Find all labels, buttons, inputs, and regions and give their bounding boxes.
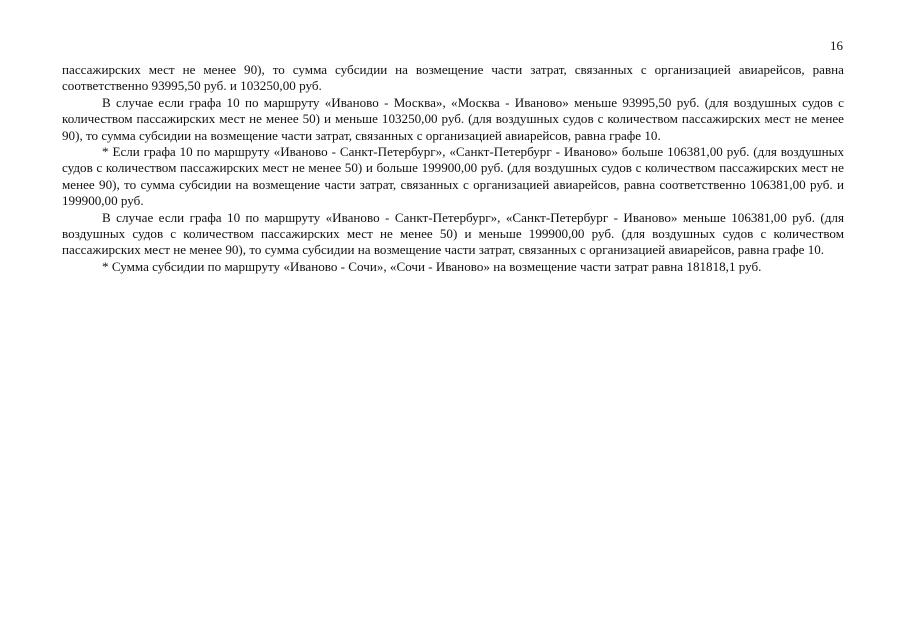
paragraph-spb-above: * Если графа 10 по маршруту «Иваново - Санкт-Петербург», «Санкт-Петербург - Иваново» больше 106381,00 руб. (для воздушных судов с количеством пассажирских мест не менее 50) и больше 199900,00 руб. (для воздушных судов с количеством пассажирских мест не менее 90), то сумма субсидии на возмещение части затрат, связанных с организацией авиарейсов, равна соответственно 106381,00 руб. и 199900,00 руб.: [62, 144, 844, 209]
paragraph-spb-below: В случае если графа 10 по маршруту «Иваново - Санкт-Петербург», «Санкт-Петербург - Иваново» меньше 106381,00 руб. (для воздушных судов с количеством пассажирских мест не менее 50) и меньше 199900,00 руб. (для воздушных судов с количеством пассажирских мест не менее 90), то сумма субсидии на возмещение части затрат, связанных с организацией авиарейсов, равна графе 10.: [62, 209, 844, 258]
document-body: [62, 62, 844, 275]
paragraph-continuation: пассажирских мест не менее 90), то сумма субсидии на возмещение части затрат, связанных с организацией авиарейсов, равна соответственно 93995,50 руб. и 103250,00 руб.: [62, 62, 844, 94]
paragraph-sochi: * Сумма субсидии по маршруту «Иваново - Сочи», «Сочи - Иваново» на возмещение части затрат равна 181818,1 руб.: [102, 258, 762, 274]
paragraph-moscow-below: В случае если графа 10 по маршруту «Иваново - Москва», «Москва - Иваново» меньше 93995,50 руб. (для воздушных судов с количеством пассажирских мест не менее 50) и меньше 103250,00 руб. (для воздушных судов с количеством пассажирских мест не менее 90), то сумма субсидии на возмещение части затрат, связанных с организацией авиарейсов, равна графе 10.: [62, 94, 844, 143]
page-number: 16: [830, 38, 843, 53]
